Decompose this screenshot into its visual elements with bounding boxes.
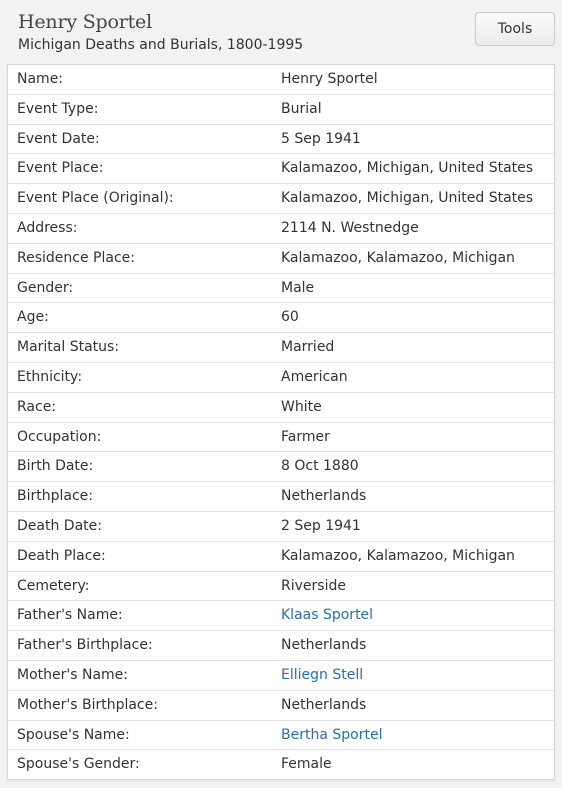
table-row — [8, 691, 554, 721]
field-label: Address: — [17, 219, 78, 236]
field-value: Male — [281, 279, 315, 296]
table-row — [8, 184, 554, 214]
field-value: Burial — [281, 100, 322, 117]
mother-name-link[interactable]: Elliegn Stell — [281, 666, 364, 683]
table-row — [8, 631, 554, 661]
field-label: Residence Place: — [17, 249, 135, 266]
field-value: Married — [281, 339, 335, 356]
field-label: Death Place: — [17, 547, 106, 564]
field-value: Henry Sportel — [281, 71, 378, 87]
table-row — [8, 274, 554, 304]
field-value: 2114 N. Westnedge — [281, 219, 419, 236]
field-label: Event Type: — [17, 100, 99, 117]
field-value: Kalamazoo, Michigan, United States — [281, 190, 534, 207]
field-label: Spouse's Name: — [17, 726, 130, 743]
table-row — [8, 125, 554, 155]
field-value: Kalamazoo, Michigan, United States — [281, 160, 534, 177]
field-label: Race: — [17, 398, 57, 415]
field-label: Father's Birthplace: — [17, 637, 153, 654]
table-row — [8, 214, 554, 244]
field-value: Female — [281, 756, 332, 773]
field-value: Riverside — [281, 577, 346, 594]
field-label: Cemetery: — [17, 577, 90, 594]
field-label: Mother's Name: — [17, 666, 128, 683]
field-value: American — [281, 368, 348, 385]
field-value: Farmer — [281, 428, 330, 445]
record-header — [0, 0, 562, 64]
field-value: White — [281, 398, 322, 415]
field-label: Spouse's Gender: — [17, 756, 140, 773]
field-label: Occupation: — [17, 428, 102, 445]
field-value: Netherlands — [281, 637, 367, 654]
table-row — [8, 721, 554, 751]
spouse-name-link[interactable]: Bertha Sportel — [281, 726, 383, 743]
field-value: 2 Sep 1941 — [281, 517, 361, 534]
field-label: Birth Date: — [17, 458, 94, 475]
field-label: Event Date: — [17, 130, 100, 147]
field-value: 8 Oct 1880 — [281, 458, 359, 475]
field-label: Death Date: — [17, 517, 102, 534]
field-label: Ethnicity: — [17, 368, 83, 385]
table-row — [8, 363, 554, 393]
table-row — [8, 601, 554, 631]
table-row — [8, 303, 554, 333]
field-label: Father's Name: — [17, 607, 123, 624]
table-row — [8, 542, 554, 572]
table-row — [8, 750, 554, 780]
field-label: Mother's Birthplace: — [17, 696, 158, 713]
table-row — [8, 452, 554, 482]
field-value: Kalamazoo, Kalamazoo, Michigan — [281, 249, 515, 266]
field-label: Age: — [17, 309, 49, 326]
table-row — [8, 482, 554, 512]
table-row — [8, 333, 554, 363]
record-details-table — [7, 64, 555, 780]
father-name-link[interactable]: Klaas Sportel — [281, 607, 374, 624]
field-value: Kalamazoo, Kalamazoo, Michigan — [281, 547, 515, 564]
collection-subtitle: Michigan Deaths and Burials, 1800-1995 — [18, 37, 304, 53]
field-value: 5 Sep 1941 — [281, 130, 361, 147]
table-row — [8, 423, 554, 453]
field-value: Netherlands — [281, 696, 367, 713]
field-label: Event Place: — [17, 160, 104, 177]
field-label: Event Place (Original): — [17, 190, 174, 207]
field-label: Gender: — [17, 279, 74, 296]
page-title: Henry Sportel — [18, 11, 152, 33]
table-row — [8, 154, 554, 184]
table-row — [8, 393, 554, 423]
field-value: 60 — [281, 309, 299, 326]
field-label: Birthplace: — [17, 488, 93, 505]
table-row — [8, 572, 554, 602]
field-value: Netherlands — [281, 488, 367, 505]
tools-button[interactable]: Tools — [475, 12, 555, 46]
table-row — [8, 95, 554, 125]
field-label: Marital Status: — [17, 339, 120, 356]
table-row — [8, 661, 554, 691]
table-row — [8, 65, 554, 95]
field-label: Name: — [17, 71, 64, 87]
table-row — [8, 244, 554, 274]
table-row — [8, 512, 554, 542]
